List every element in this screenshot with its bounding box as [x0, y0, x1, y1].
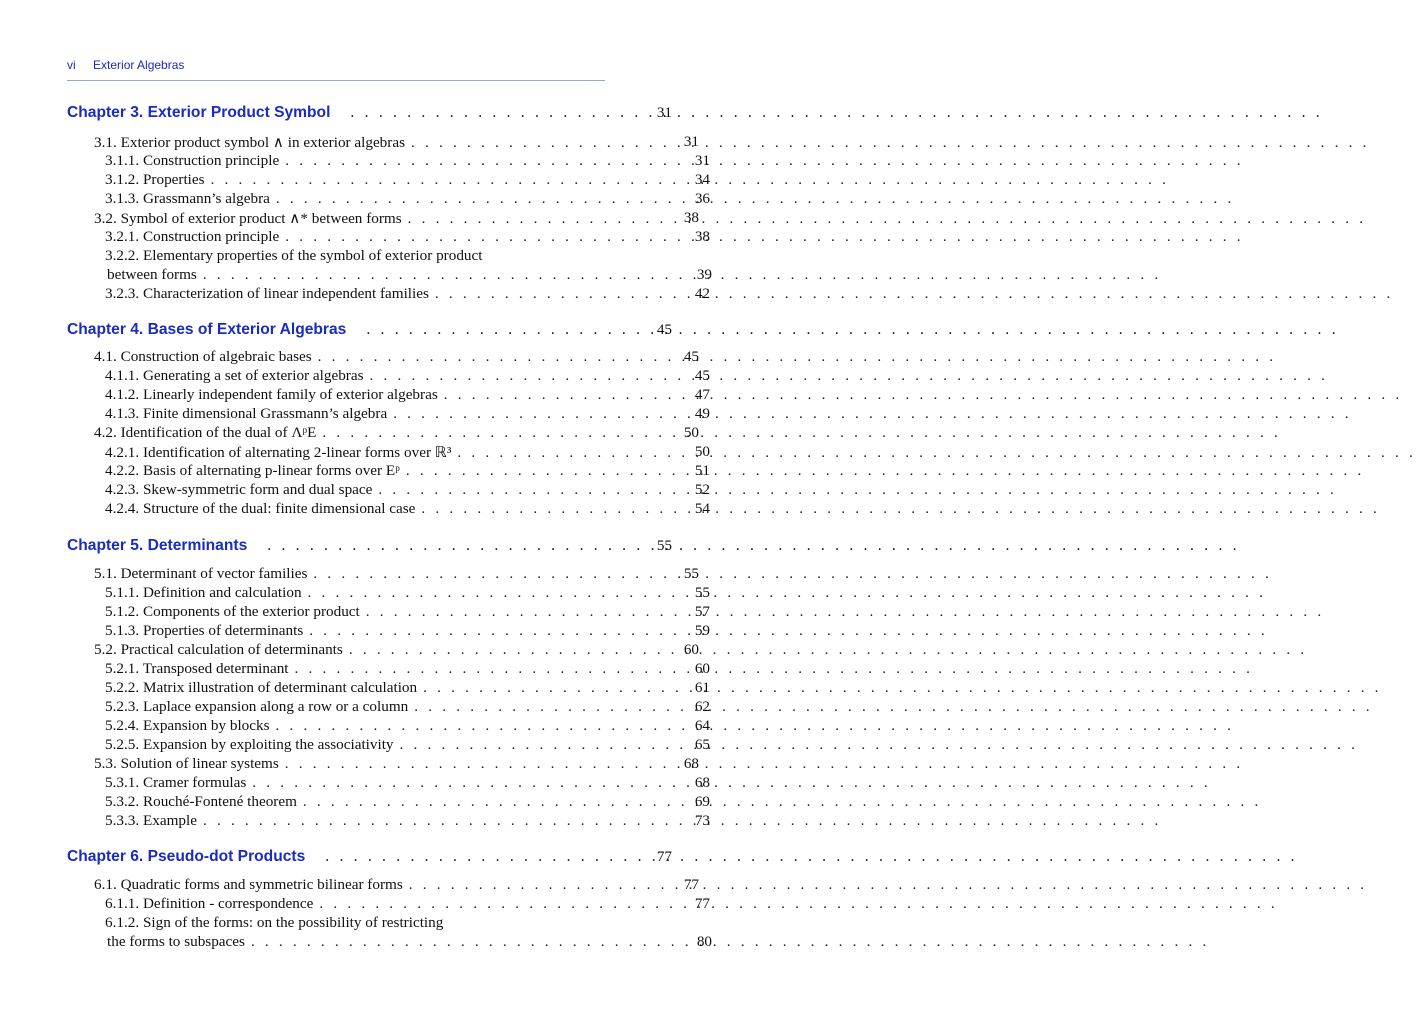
- toc-entry[interactable]: 3.1.3. Grassmann’s algebra . . . 36: [0, 190, 776, 210]
- toc-entry[interactable]: 4.2. Identification of the dual of ΛᵖE . . . 50: [0, 424, 765, 444]
- running-title: Exterior Algebras: [93, 58, 185, 72]
- toc-entry[interactable]: 5.2.5. Expansion by exploiting the associativity . . . 65: [0, 736, 776, 756]
- chapter-heading[interactable]: Chapter 4. Bases of Exterior Algebras . . . 45: [0, 321, 738, 341]
- toc-entry[interactable]: 3.2. Symbol of exterior product ∧* between forms . . . 38: [0, 209, 765, 229]
- chapter-heading[interactable]: Chapter 6. Pseudo-dot Products . . . 77: [0, 848, 738, 868]
- toc-entry[interactable]: 5.3.2. Rouché-Fontené theorem . . . 69: [0, 793, 776, 813]
- toc-entry-line[interactable]: 6.1.2. Sign of the forms: on the possibility of restricting: [105, 914, 444, 931]
- toc-entry[interactable]: the forms to subspaces . . . 80: [0, 933, 778, 953]
- toc-entry-line[interactable]: 3.2.2. Elementary properties of the symbol of exterior product: [105, 247, 483, 264]
- toc-entry[interactable]: 5.2.4. Expansion by blocks . . . 64: [0, 717, 776, 737]
- toc-entry[interactable]: 4.2.4. Structure of the dual: finite dimensional case . . . 54: [0, 500, 776, 520]
- toc-entry[interactable]: 5.3.1. Cramer formulas . . . 68: [0, 774, 776, 794]
- toc-entry[interactable]: 4.1.1. Generating a set of exterior algebras . . . 45: [0, 367, 776, 387]
- toc-entry[interactable]: 5.3. Solution of linear systems . . . 68: [0, 755, 765, 775]
- toc-entry[interactable]: 5.3.3. Example . . . 73: [0, 812, 776, 832]
- toc-entry[interactable]: 5.2.1. Transposed determinant . . . 60: [0, 660, 776, 680]
- toc-entry[interactable]: 5.1.1. Definition and calculation . . . 55: [0, 584, 776, 604]
- toc-entry[interactable]: between forms . . . 39: [0, 266, 778, 286]
- toc-entry[interactable]: 3.2.1. Construction principle . . . 38: [0, 228, 776, 248]
- toc-entry[interactable]: 4.1. Construction of algebraic bases . . . 45: [0, 348, 765, 368]
- toc-entry[interactable]: 3.1.1. Construction principle . . . 31: [0, 152, 776, 172]
- toc-entry[interactable]: 6.1. Quadratic forms and symmetric bilinear forms . . . 77: [0, 876, 765, 896]
- chapter-heading[interactable]: Chapter 5. Determinants . . . 55: [0, 537, 738, 557]
- toc-entry[interactable]: 5.1. Determinant of vector families . . . 55: [0, 565, 765, 585]
- toc-entry[interactable]: 5.1.2. Components of the exterior product . . . 57: [0, 603, 776, 623]
- toc-entry[interactable]: 4.2.3. Skew-symmetric form and dual space . . . 52: [0, 481, 776, 501]
- toc-entry[interactable]: 4.1.3. Finite dimensional Grassmann’s algebra . . . 49: [0, 405, 776, 425]
- toc-entry[interactable]: 3.1.2. Properties . . . 34: [0, 171, 776, 191]
- toc-entry[interactable]: 4.2.2. Basis of alternating p-linear forms over Eᵖ . . . 51: [0, 462, 776, 482]
- toc-entry[interactable]: 3.2.3. Characterization of linear independent families . . . 42: [0, 285, 776, 305]
- toc-entry[interactable]: 5.2.3. Laplace expansion along a row or a column . . . 62: [0, 698, 776, 718]
- page-number: vi: [67, 58, 76, 72]
- toc-entry[interactable]: 5.2. Practical calculation of determinants . . . 60: [0, 641, 765, 661]
- chapter-heading[interactable]: Chapter 3. Exterior Product Symbol . . . 31: [0, 104, 738, 124]
- toc-entry[interactable]: 6.1.1. Definition - correspondence . . . 77: [0, 895, 776, 915]
- toc-entry[interactable]: 3.1. Exterior product symbol ∧ in exterior algebras . . . 31: [0, 133, 765, 153]
- toc-entry[interactable]: 4.2.1. Identification of alternating 2-linear forms over ℝ³ . . . 50: [0, 443, 776, 463]
- toc-entry[interactable]: 5.2.2. Matrix illustration of determinant calculation . . . 61: [0, 679, 776, 699]
- toc-entry[interactable]: 5.1.3. Properties of determinants . . . 59: [0, 622, 776, 642]
- toc-entry[interactable]: 4.1.2. Linearly independent family of exterior algebras . . . 47: [0, 386, 776, 406]
